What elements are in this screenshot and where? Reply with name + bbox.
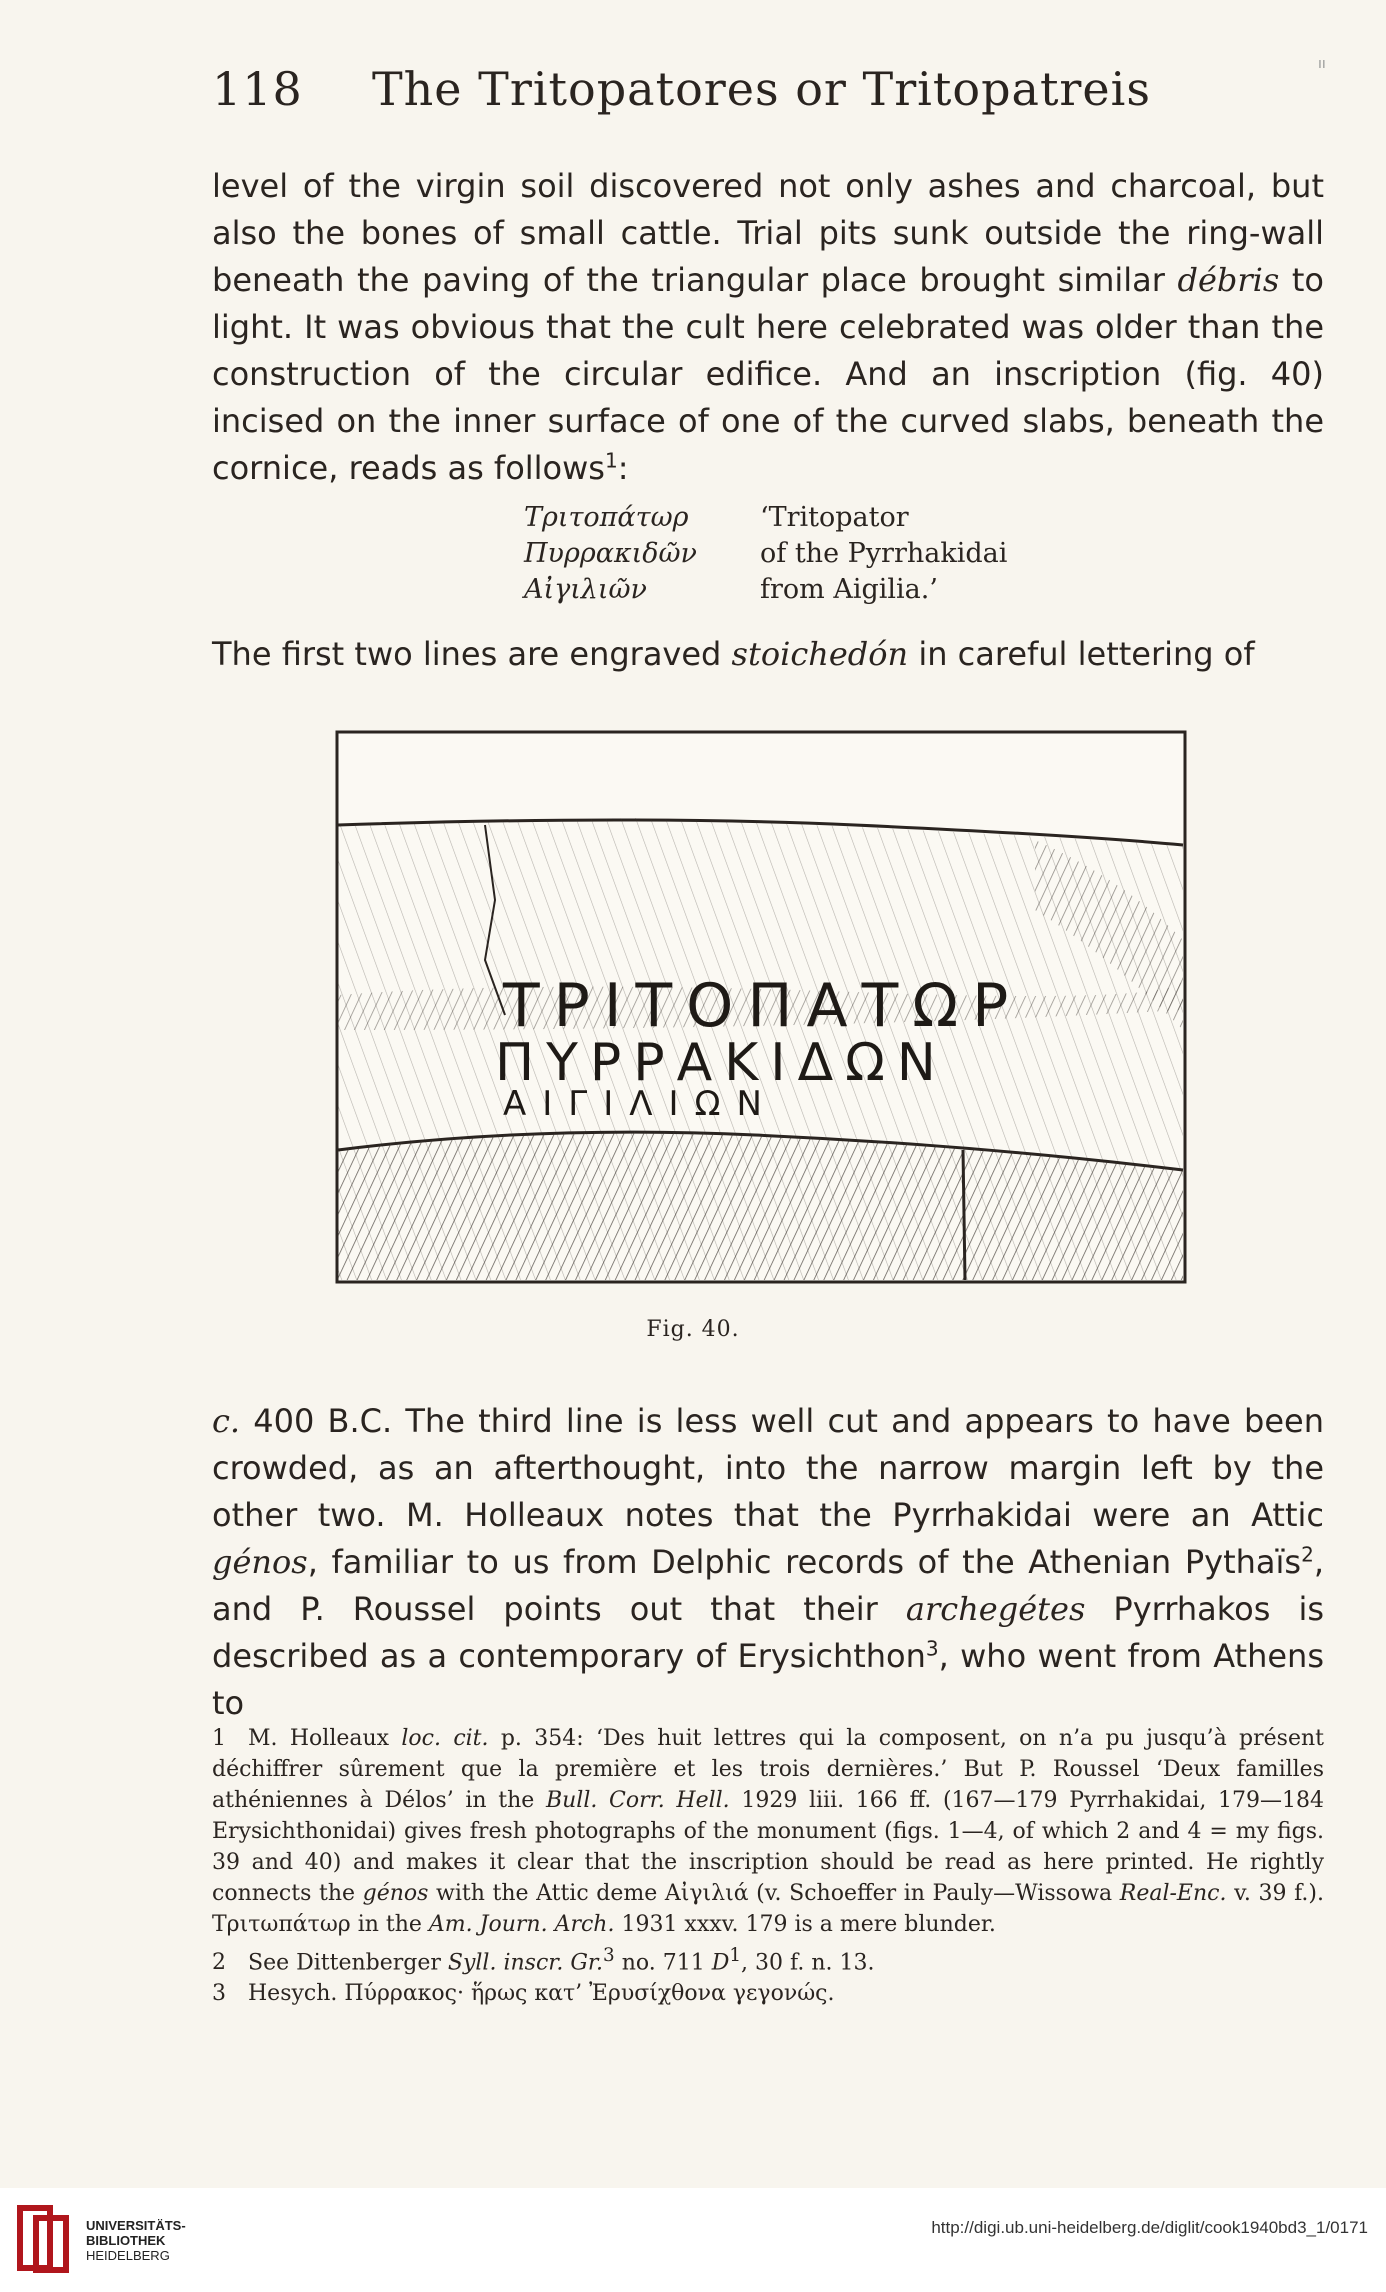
text-run: M. Holleaux xyxy=(248,1726,402,1751)
inscription-line-1: ΤΡΙΤΟΠΑΤΩΡ xyxy=(503,971,1023,1041)
text-run: no. 711 xyxy=(614,1950,712,1976)
greek-text: Πυρρακιδῶν xyxy=(524,538,697,569)
footnote-3 xyxy=(212,1978,1324,2009)
inscribed-slab-drawing xyxy=(335,730,1187,1284)
text-run: Hesych. Πύρρακος· ἥρως κατ’ Ἐρυσίχθονα γεγονώς. xyxy=(248,1981,835,2007)
text-run: , who went from Athens to xyxy=(212,1637,1325,1722)
italic-term: génos xyxy=(212,1543,308,1581)
italic-term: D xyxy=(711,1950,730,1976)
italic-term: stoichedón xyxy=(731,635,909,673)
inscription-transcription xyxy=(524,500,1124,608)
footer-bar xyxy=(0,2188,1386,2292)
text-run: The first two lines are engraved xyxy=(212,635,732,673)
inscription-line-2: ΠΥΡΡΑΚΙΔΩΝ xyxy=(495,1033,948,1093)
footnote-2 xyxy=(212,1940,1324,1978)
footnote-number: 3 xyxy=(212,1981,226,2007)
page-title: The Tritopatores or Tritopatreis xyxy=(372,62,1151,116)
vertical-break xyxy=(963,1150,965,1280)
library-name-line: BIBLIOTHEK xyxy=(86,2233,166,2248)
english-translation: of the Pyrrhakidai xyxy=(760,538,1008,569)
text-run: , familiar to us from Delphic records of the Athenian Pythaïs xyxy=(307,1543,1302,1581)
superscript: 1 xyxy=(729,1945,742,1966)
italic-term: c. xyxy=(212,1402,241,1440)
margin-mark: ıı xyxy=(1318,56,1326,72)
body-paragraph-2 xyxy=(212,631,1324,678)
english-translation: from Aigilia.’ xyxy=(760,574,938,605)
text-run: See Dittenberger xyxy=(248,1950,448,1976)
text-run: v. 39 f.). Τριτωπάτωρ in the xyxy=(212,1881,1324,1937)
footnote-number: 2 xyxy=(212,1950,226,1976)
text-run: in careful lettering of xyxy=(908,635,1255,673)
english-translation: ‘Tritopator xyxy=(760,502,909,533)
italic-term: Bull. Corr. Hell. xyxy=(545,1788,730,1813)
footnotes xyxy=(212,1723,1324,2009)
page-number: 118 xyxy=(212,62,303,116)
italic-term: débris xyxy=(1177,261,1280,299)
body-paragraph-1 xyxy=(212,163,1324,492)
library-name-line: UNIVERSITÄTS- xyxy=(86,2218,186,2233)
text-run: with the Attic deme Αἰγιλιά (v. Schoeffer in Pauly—Wissowa xyxy=(428,1881,1120,1906)
footnote-number: 1 xyxy=(212,1726,226,1751)
italic-term: génos xyxy=(362,1881,429,1906)
running-head xyxy=(212,62,1332,116)
footnote-ref: 2 xyxy=(1301,1542,1314,1567)
figure-caption: Fig. 40. xyxy=(646,1317,740,1342)
italic-term: archegétes xyxy=(905,1590,1086,1628)
footnote-ref: 1 xyxy=(604,448,618,473)
text-run: to light. It was obvious that the cult here celebrated was older than the construction of the circular edifice. And an inscription (fig. 40) incised on the inner surface of one of the curved slabs, beneath the cornice, reads as follows xyxy=(212,261,1325,487)
italic-term: Syll. inscr. Gr. xyxy=(447,1950,604,1976)
footnote-ref: 3 xyxy=(925,1636,939,1661)
greek-text: Αἰγιλιῶν xyxy=(524,574,647,605)
text-run: level of the virgin soil discovered not only ashes and charcoal, but also the bones of small cattle. Trial pits sunk outside the ring-wall beneath the paving of the triangular place brought similar xyxy=(212,167,1324,299)
text-run: , 30 f. n. 13. xyxy=(741,1950,875,1976)
footnote-1 xyxy=(212,1723,1324,1940)
text-run: p. 354: ‘Des huit lettres qui la composent, on n’a pu jusqu’à présent déchiffrer sûrement que la première et les trois dernières.’ But P. Roussel ‘Deux familles athéniennes à Délos’ in the xyxy=(212,1726,1324,1813)
source-url-link[interactable]: http://digi.ub.uni-heidelberg.de/diglit/cook1940bd3_1/0171 xyxy=(931,2218,1368,2237)
superscript: 3 xyxy=(603,1945,615,1966)
inscription-figure xyxy=(335,730,1187,1284)
library-logo-icon xyxy=(16,2204,76,2280)
italic-term: Real-Enc. xyxy=(1119,1881,1227,1906)
inscription-row xyxy=(524,572,1124,608)
body-paragraph-3 xyxy=(212,1398,1324,1727)
greek-text: Τριτοπάτωρ xyxy=(524,502,689,533)
italic-term: loc. cit. xyxy=(401,1726,489,1751)
inscription-row xyxy=(524,500,1124,536)
text-run: 400 B.C. The third line is less well cut and appears to have been crowded, as an afterthought, into the narrow margin left by the other two. M. Holleaux notes that the Pyrrhakidai were an Attic xyxy=(212,1402,1324,1534)
italic-term: Am. Journ. Arch. xyxy=(428,1912,615,1937)
library-name xyxy=(86,2218,186,2263)
text-run: : xyxy=(617,449,629,487)
text-run: 1929 liii. 166 ff. (167—179 Pyrrhakidai, 179—184 Erysichthonidai) gives fresh photographs of the monument (figs. 1—4, of which 2 and 4 = my figs. 39 and 40) and makes it clear that the inscription should be read as here printed. He rightly connects the xyxy=(212,1788,1324,1906)
text-run: , and P. Roussel points out that their xyxy=(212,1543,1324,1628)
inscription-row xyxy=(524,536,1124,572)
text-run: 1931 xxxv. 179 is a mere blunder. xyxy=(614,1912,996,1937)
library-name-line: HEIDELBERG xyxy=(86,2248,170,2263)
inscription-line-3: ΑΙΓΙΛΙΩΝ xyxy=(503,1084,778,1124)
text-run: Pyrrhakos is described as a contemporary of Erysichthon xyxy=(212,1590,1325,1675)
